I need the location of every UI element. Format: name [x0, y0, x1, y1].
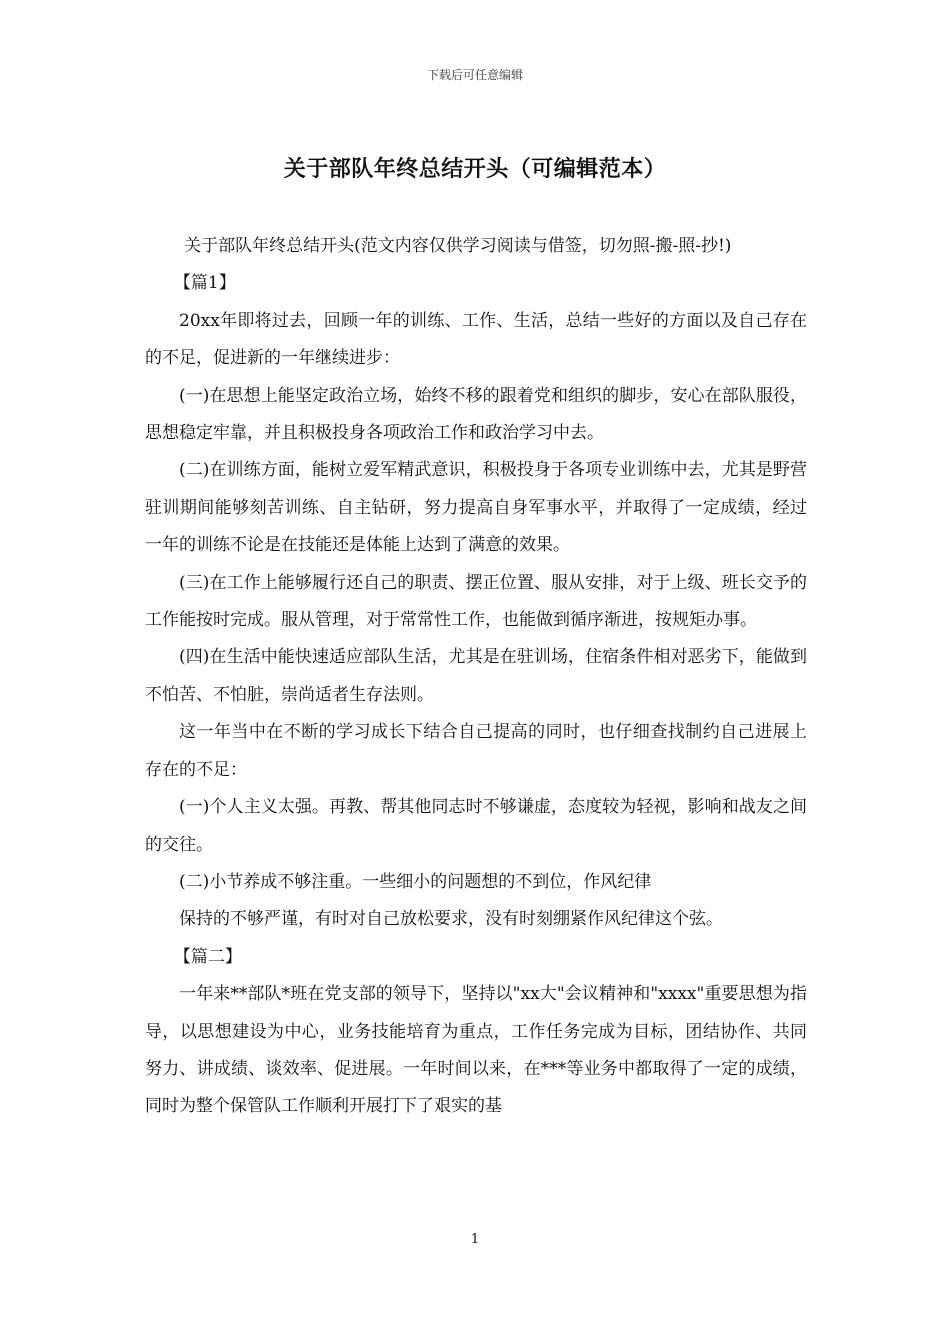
section-heading-1: 【篇1】 [173, 273, 236, 294]
document-body [145, 228, 807, 1126]
section-heading-2: 【篇二】 [173, 946, 242, 967]
paragraph: (一)个人主义太强。再教、帮其他同志时不够谦虚，态度较为轻视，影响和战友之间的交往。 [145, 797, 807, 855]
intro-paragraph: 关于部队年终总结开头(范文内容仅供学习阅读与借签，切勿照-搬-照-抄!) [184, 236, 732, 256]
paragraph: (三)在工作上能够履行还自己的职责、摆正位置、服从安排，对于上级、班长交予的工作能按时完成。服从管理，对于常常性工作，也能做到循序渐进，按规矩办事。 [145, 572, 807, 631]
paragraph: (四)在生活中能快速适应部队生活，尤其是在驻训场，住宿条件相对恶劣下，能做到不怕苦、不怕脏，崇尚适者生存法则。 [145, 647, 807, 705]
paragraph: (二)小节养成不够注重。一些细小的问题想的不到位，作风纪律 [179, 871, 652, 892]
paragraph: (二)在训练方面，能树立爱军精武意识，积极投身于各项专业训练中去，尤其是野营驻训期间能够刻苦训练、自主钻研，努力提高自身军事水平，并取得了一定成绩，经过一年的训练不论是在技能还是体能上达到了满意的效果。 [145, 460, 807, 556]
paragraph: 这一年当中在不断的学习成长下结合自己提高的同时，也仔细查找制约自己进展上存在的不足： [145, 722, 807, 780]
paragraph: (一)在思想上能坚定政治立场，始终不移的跟着党和组织的脚步，安心在部队服役，思想稳定牢靠，并且积极投身各项政治工作和政治学习中去。 [145, 385, 807, 444]
paragraph: 保持的不够严谨，有时对自己放松要求，没有时刻绷紧作风纪律这个弦。 [179, 909, 723, 930]
page-number: 1 [470, 1232, 480, 1247]
document-title: 关于部队年终总结开头（可编辑范本） [283, 157, 667, 182]
paragraph: 20xx年即将过去，回顾一年的训练、工作、生活，总结一些好的方面以及自己存在的不足，促进新的一年继续进步： [145, 310, 807, 369]
paragraph: 一年来**部队*班在党支部的领导下，坚持以"xx大"会议精神和"xxxx"重要思想为指导，以思想建设为中心，业务技能培育为重点，工作任务完成为目标，团结协作、共同努力、讲成绩、谈效率、促进展。一年时间以来，在***等业务中都取得了一定的成绩，同时为整个保管队工作顺利开展打下了艰实的基 [145, 984, 807, 1117]
page-header: 下载后可任意编辑 [426, 68, 523, 82]
